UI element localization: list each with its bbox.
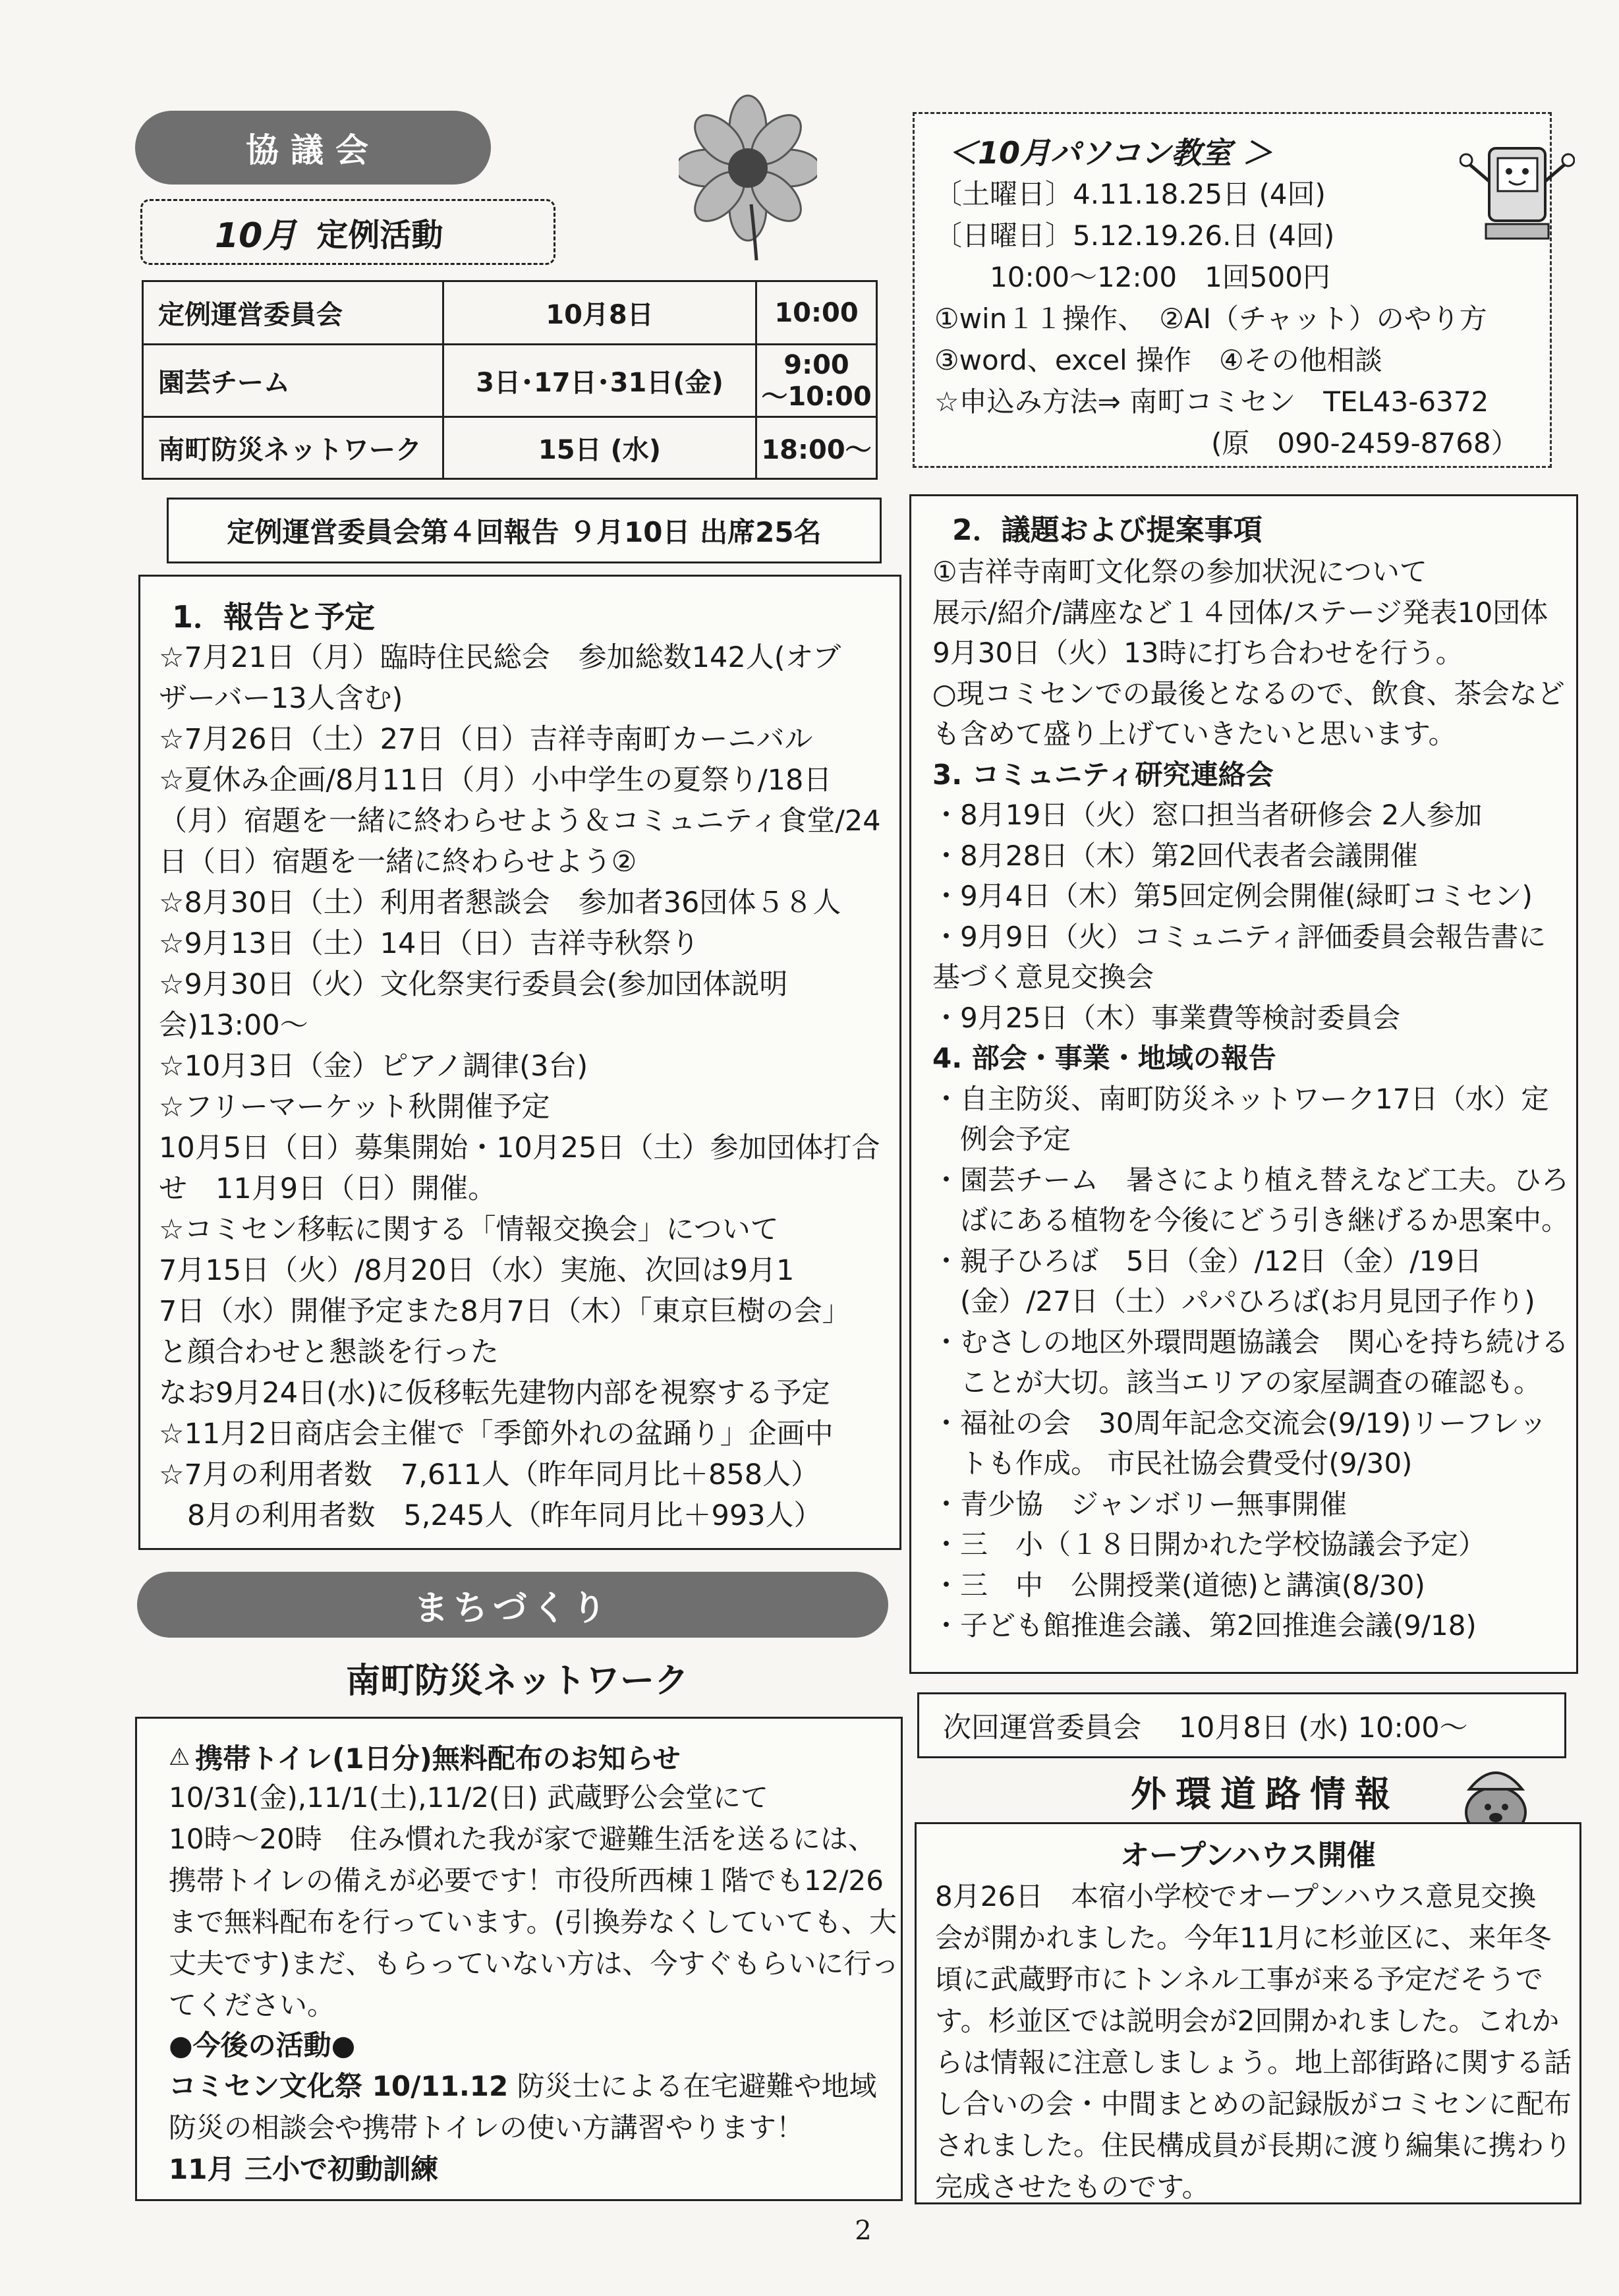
agenda-line: ・三 中 公開授業(道徳)と講演(8/30) [932,1568,1425,1601]
activity1-label: コミセン文化祭 10/11.12 [169,2070,509,2102]
pasokon-line: 〔日曜日〕5.12.19.26.日 (4回) [934,219,1335,252]
agenda-line: ①吉祥寺南町文化祭の参加状況について [932,556,1427,588]
notice-line: 10時～20時 住み慣れた我が家で避難生活を送るには、 [169,1823,876,1855]
report-line: 7日（水）開催予定また8月7日（木）「東京巨樹の会」 [159,1295,851,1328]
report-line: ☆10月3日（金）ピアノ調律(3台) [159,1050,588,1083]
schedule-time: 18:00～ [756,417,877,479]
activity-row [169,2065,901,2107]
agenda-line: ・青少協 ジャンボリー無事開催 [932,1487,1348,1520]
gaikan-line: 8月26日 本宿小学校でオープンハウス意見交換 [935,1880,1537,1912]
agenda-subheading: 3. コミュニティ研究連絡会 [932,758,1274,791]
pasokon-line: ☆申込み方法⇒ 南町コミセン TEL43-6372 [934,386,1489,418]
agenda-line: ・8月19日（火）窓口担当者研修会 2人参加 [932,799,1483,831]
flower-illustration [679,92,817,264]
pasokon-line: 10:00～12:00 1回500円 [934,261,1330,293]
agenda-line: ・9月4日（木）第5回定例会開催(緑町コミセン) [932,880,1533,912]
report-line: 会)13:00～ [159,1009,308,1042]
report-title-box [167,498,882,563]
agenda-line: ・子ども館推進会議、第2回推進会議(9/18) [932,1609,1477,1642]
agenda-line: ・園芸チーム 暑さにより植え替えなど工夫。ひろ [932,1163,1570,1196]
agenda-line: 展示/紹介/講座など１４団体/ステージ発表10団体 [932,596,1548,629]
schedule-name: 園芸チーム [143,345,443,417]
monthly-activity-title [140,199,555,265]
report-line: ☆7月26日（土）27日（日）吉祥寺南町カーニバル [159,723,813,756]
report-line: 日（日）宿題を一緒に終わらせよう② [159,846,637,878]
machizukuri-header [137,1572,888,1638]
monthly-title-text: 定例活動 [316,216,443,254]
report-line: ☆11月2日商店会主催で「季節外れの盆踊り」企画中 [159,1418,834,1450]
kyogikai-header [135,111,491,185]
agenda-line: ・むさしの地区外環問題協議会 関心を持ち続ける [932,1325,1570,1358]
activity1-text: 防災士による在宅避難や地域 [508,2070,877,2102]
agenda-line: 例会予定 [932,1123,1071,1155]
monthly-title-month: 10月 [215,215,297,256]
notice-line: てください。 [169,1989,335,2021]
notice-line: 丈夫です)まだ、もらっていない方は、今すぐもらいに行っ [169,1947,899,1980]
agenda-line: ・9月9日（火）コミュニティ評価委員会報告書に [932,920,1547,953]
machizukuri-box [135,1717,903,2201]
report-line: ☆9月30日（火）文化祭実行委員会(参加団体説明 [159,968,788,1001]
gaikan-line: されました。住民構成員が長期に渡り編集に携わり [935,2129,1572,2162]
agenda-box [909,494,1578,1674]
report-line: なお9月24日(水)に仮移転先建物内部を視察する予定 [159,1377,830,1410]
gaikan-line: 会が開かれました。今年11月に杉並区に、来年冬 [935,1922,1552,1954]
notice-line: 携帯トイレの備えが必要です！市役所西棟１階でも12/26 [169,1864,884,1897]
notice-title: 携帯トイレ(1日分)無料配布のお知らせ [195,1742,681,1775]
agenda-line: ・9月25日（木）事業費等検討委員会 [932,1001,1401,1034]
activity2: 11月 三小で初動訓練 [169,2153,439,2185]
pasokon-line: 〔土曜日〕4.11.18.25日 (4回) [934,178,1326,210]
report-line: ☆8月30日（土）利用者懇談会 参加者36団体５８人 [159,886,841,919]
agenda-lines [932,552,1576,1646]
agenda-title: 2．議題および提案事項 [952,513,1263,547]
pasokon-box [913,112,1552,468]
gaikan-header-text: 外環道路情報 [1131,1773,1400,1815]
table-row [143,345,877,417]
agenda-line: 9月30日（火）13時に打ち合わせを行う。 [932,637,1463,669]
agenda-line: ・三 小（１８日開かれた学校協議会予定） [932,1528,1487,1561]
report-line: ☆コミセン移転に関する「情報交換会」について [159,1213,779,1246]
schedule-table [142,280,878,480]
agenda-line: トも作成。 市民社協会費受付(9/30) [932,1447,1413,1479]
report-line: 7月15日（火）/8月20日（水）実施、次回は9月1 [159,1254,795,1287]
gaikan-line: 頃に武蔵野市にトンネル工事が来る予定だそうで [935,1963,1543,1995]
gaikan-line: らは情報に注意しましょう。地上部街路に関する話 [935,2046,1572,2079]
schedule-date: 10月8日 [443,281,756,345]
pasokon-line: ①win１１操作、 ②AI（チャット）のやり方 [934,302,1487,335]
agenda-line: も含めて盛り上げていきたいと思います。 [932,718,1456,750]
page-number: 2 [855,2216,872,2246]
activity-line: 防災の相談会や携帯トイレの使い方講習やります！ [169,2111,804,2144]
report-line: ☆フリーマーケット秋開催予定 [159,1091,550,1124]
table-row [143,281,877,345]
gaikan-header [1067,1765,1463,1818]
agenda-line: 基づく意見交換会 [932,961,1154,993]
schedule-time-start: 9:00 [783,349,849,380]
gaikan-line: し合いの会・中間まとめの記録版がコミセンに配布 [935,2088,1572,2120]
gaikan-box [915,1822,1581,2204]
schedule-date: 3日･17日･31日(金) [443,345,756,417]
report-line: ☆9月13日（土）14日（日）吉祥寺秋祭り [159,927,700,960]
agenda-line: ・福祉の会 30周年記念交流会(9/19)リーフレッ [932,1406,1547,1439]
schedule-date: 15日 (水) [443,417,756,479]
notice-line: まで無料配布を行っています。(引換券なくしていても、大 [169,1906,897,1938]
agenda-line: ばにある植物を今後にどう引き継げるか思案中。 [932,1204,1570,1236]
report-line: と顔合わせと懇談を行った [159,1336,499,1369]
schedule-name: 南町防災ネットワーク [143,417,443,479]
notice-line: 10/31(金),11/1(土),11/2(日) 武蔵野公会堂にて [169,1781,769,1814]
pasokon-line: ③word、excel 操作 ④その他相談 [934,344,1382,376]
warning-icon: ⚠ [169,1743,190,1771]
gaikan-line: す。杉並区では説明会が2回開かれました。これか [935,2005,1560,2037]
agenda-line: ・自主防災、南町防災ネットワーク17日（水）定 [932,1082,1549,1115]
report-line: せ 11月9日（日）開催。 [159,1172,497,1205]
pasokon-line: (原 090-2459-8768） [934,427,1519,459]
report-box [138,575,901,1550]
schedule-time [756,345,877,417]
agenda-line: ・8月28日（木）第2回代表者会議開催 [932,839,1418,872]
notice-title-row [169,1737,901,1777]
machizukuri-header-text: まちづくり [414,1588,611,1628]
schedule-time: 10:00 [756,281,877,345]
schedule-time-end: ～10:00 [761,381,872,412]
gaikan-line: 完成させたものです。 [935,2171,1210,2203]
report-line: ☆夏休み企画/8月11日（月）小中学生の夏祭り/18日 [159,764,832,797]
agenda-subheading: 4. 部会・事業・地域の報告 [932,1042,1276,1074]
kyogikai-header-text: 協議会 [246,131,380,169]
gaikan-subtitle: オープンハウス開催 [1120,1839,1376,1872]
agenda-line: (金）/27日（土）パパひろば(お月見団子作り) [932,1285,1535,1317]
next-meeting-box [917,1692,1566,1758]
agenda-line: ○現コミセンでの最後となるので、飲食、茶会など [932,677,1565,710]
activities-title: ●今後の活動● [169,2029,356,2061]
agenda-line: ことが大切。該当エリアの家屋調査の確認も。 [932,1366,1542,1398]
machizukuri-subtitle: 南町防災ネットワーク [345,1661,689,1701]
report-title: 定例運営委員会第４回報告 ９月10日 出席25名 [227,516,822,548]
report-line: （月）宿題を一緒に終わらせよう＆コミュニティ食堂/24 [159,805,881,838]
report-line: 10月5日（日）募集開始・10月25日（土）参加団体打合 [159,1132,880,1164]
agenda-line: ・親子ひろば 5日（金）/12日（金）/19日 [932,1244,1482,1277]
machizukuri-subtitle-wrap [138,1648,896,1707]
report-section-title: 1．報告と予定 [172,599,376,635]
table-row [143,417,877,479]
report-line: ☆7月21日（月）臨時住民総会 参加総数142人(オブ [159,641,841,674]
computer-mascot-icon [1460,135,1575,254]
report-line: 8月の利用者数 5,245人（昨年同月比＋993人） [159,1499,822,1532]
report-line: ☆7月の利用者数 7,611人（昨年同月比＋858人） [159,1458,820,1491]
next-meeting-text: 次回運営委員会 10月8日 (水) 10:00～ [943,1711,1468,1744]
report-line: ザーバー13人含む) [159,682,403,715]
schedule-name: 定例運営委員会 [143,281,443,345]
pasokon-title: ＜10月パソコン教室 ＞ [948,135,1273,171]
